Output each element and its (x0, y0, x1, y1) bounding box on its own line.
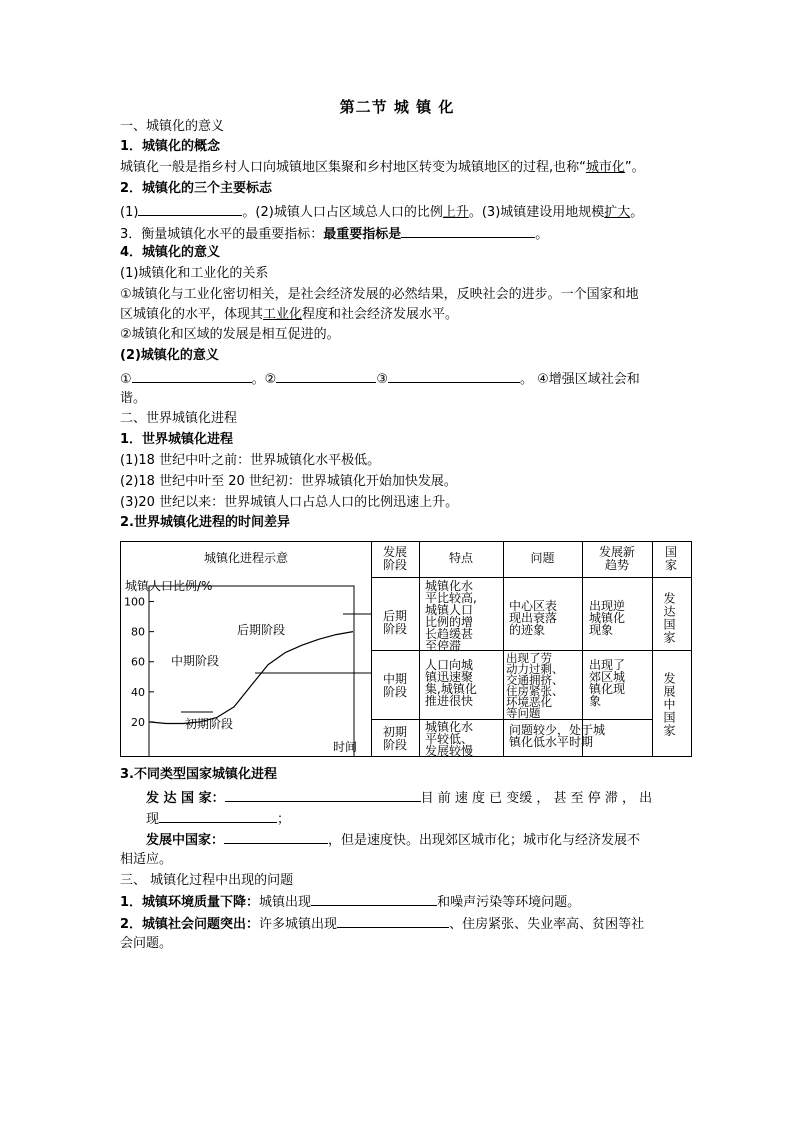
paragraph: 会问题。 (120, 936, 173, 951)
urbanization-curve-chart (121, 542, 371, 756)
fill-in-blank[interactable] (138, 202, 242, 216)
text: 长趋缓甚 (425, 627, 474, 641)
text: 住房紧张、 (506, 684, 564, 698)
text: 城镇出现 (259, 895, 312, 910)
early-feature (425, 721, 473, 757)
text: 人口向城 (425, 658, 474, 672)
middle-feature (425, 659, 477, 707)
subsection-heading: 3.不同类型国家城镇化进程 (120, 767, 277, 782)
text: 。(2)城镇人口占区域总人口的比例 (242, 205, 443, 220)
middle-trend (589, 659, 625, 707)
middle-country: 发展中国家 (662, 671, 676, 737)
fill-in-blank[interactable] (401, 224, 535, 238)
section-heading: 三、 城镇化过程中出现的问题 (120, 873, 294, 888)
text: ③ (376, 372, 388, 387)
subsection-heading: 4．城镇化的意义 (120, 245, 221, 260)
text: 城镇人口 (425, 603, 474, 617)
text: 城镇化水 (425, 720, 474, 734)
urbanization-curve (149, 632, 353, 724)
fill-in-blank[interactable] (276, 369, 376, 383)
fill-in-blank[interactable] (311, 892, 437, 906)
bold-text: 1．城镇环境质量下降： (120, 895, 260, 910)
paragraph (120, 306, 458, 324)
text: 集,城镇化 (425, 682, 477, 696)
text: 阶段 (382, 685, 407, 699)
early-problem (509, 724, 605, 748)
text: 、住房紧张、失业率高、贫困等社 (449, 917, 645, 932)
late-problem (509, 600, 557, 636)
text: ① (120, 372, 132, 387)
paragraph: (2)18 世纪中叶至 20 世纪初：世界城镇化开始加快发展。 (120, 474, 457, 489)
paragraph (120, 202, 643, 222)
text: 城镇化 (589, 611, 626, 625)
paragraph: (1)18 世纪中叶之前：世界城镇化水平极低。 (120, 453, 381, 468)
early-stage-label (371, 726, 419, 752)
y-tick-label: 80 (131, 625, 145, 639)
text: 程度和社会经济发展水平。 (302, 307, 459, 322)
text: 现象 (589, 623, 614, 637)
y-tick-label: 100 (124, 595, 145, 609)
fill-in-blank[interactable] (224, 830, 328, 844)
underlined-text: 城市化 (585, 160, 625, 175)
underlined-text: 上升 (442, 205, 469, 220)
paragraph (146, 830, 640, 850)
text: 平较低、 (425, 732, 474, 746)
text: 推进很快 (425, 694, 474, 708)
subsection-heading: 1．城镇化的概念 (120, 139, 221, 154)
subsection-heading: 2.世界城镇化进程的时间差异 (120, 515, 290, 530)
text: ； (277, 812, 291, 827)
early-stage-chart-label: 初期阶段 (185, 717, 234, 731)
header-diagram: 城镇化进程示意 (203, 551, 288, 565)
text: 等问题 (506, 706, 541, 720)
text: 问题较少，处于城 (509, 723, 606, 737)
paragraph: (1)城镇化和工业化的关系 (120, 266, 269, 281)
text: 发展新 (598, 545, 635, 559)
late-stage-chart-label: 后期阶段 (237, 623, 286, 637)
y-tick-label: 60 (131, 655, 145, 669)
late-stage-label (371, 610, 419, 636)
page-title: 第二节 城 镇 化 (339, 98, 455, 116)
text: 出现了 (589, 658, 626, 672)
late-feature (425, 580, 477, 652)
text: 国 (664, 545, 677, 559)
text: 比例的增 (425, 615, 474, 629)
text: 阶段 (382, 738, 407, 752)
paragraph (120, 224, 548, 244)
text: 初期 (382, 725, 407, 739)
late-country: 发达国家 (662, 592, 676, 644)
text: 。② (251, 372, 277, 387)
text: 3．衡量城镇化水平的最重要指标： (120, 227, 324, 242)
text: 出现了劳 (506, 651, 552, 665)
header-stage (371, 546, 419, 572)
text: ，但是速度快。出现郊区城市化；城市化与经济发展不 (328, 833, 641, 848)
text: 出现逆 (589, 599, 626, 613)
paragraph: 谐。 (120, 391, 147, 406)
urbanization-stage-table (120, 541, 692, 757)
text: 后期 (382, 609, 407, 623)
text: 镇化低水平时期 (509, 735, 594, 749)
middle-problem (506, 653, 564, 719)
paragraph: ①城镇化与工业化密切相关，是社会经济发展的必然结果，反映社会的进步。一个国家和地 (120, 287, 639, 302)
paragraph: ②城镇化和区域的发展是相互促进的。 (120, 327, 340, 342)
text: 阶段 (382, 622, 407, 636)
fill-in-blank[interactable] (159, 809, 277, 823)
chart-plot-frame (149, 586, 354, 756)
text: 许多城镇出现 (259, 917, 338, 932)
text: 发展较慢 (425, 744, 474, 758)
bold-text: 2．城镇社会问题突出： (120, 917, 260, 932)
y-tick-label: 20 (131, 715, 145, 729)
header-problem: 问题 (530, 551, 555, 565)
text: 镇化现 (589, 682, 626, 696)
text: 趋势 (604, 558, 629, 572)
text: 象 (589, 694, 602, 708)
paragraph (120, 369, 640, 389)
text: (1) (120, 205, 139, 220)
text: 镇迅速聚 (425, 670, 474, 684)
header-trend (582, 546, 652, 572)
subsection-heading: 1．世界城镇化进程 (120, 432, 234, 447)
fill-in-blank[interactable] (388, 369, 520, 383)
text: 目 前 速 度 已 变缓 ， 甚 至 停 滞 ， 出 (420, 791, 653, 806)
late-trend (589, 600, 625, 636)
text: 动力过剩、 (506, 662, 564, 676)
header-feature: 特点 (448, 551, 473, 565)
section-heading: 一、城镇化的意义 (120, 119, 225, 134)
text: 现出衰落 (509, 611, 558, 625)
paragraph (120, 914, 644, 934)
text: 家 (664, 558, 677, 572)
paragraph (120, 892, 580, 912)
fill-in-blank[interactable] (225, 788, 421, 802)
subsection-heading: (2)城镇化的意义 (120, 348, 219, 363)
text: 交通拥挤、 (506, 673, 564, 687)
text: 阶段 (382, 558, 407, 572)
text: 和噪声污染等环境问题。 (437, 895, 581, 910)
paragraph (146, 809, 290, 829)
chart-ylabel: 城镇人口比例/% (125, 579, 213, 593)
text: 中期 (382, 672, 407, 686)
text: 。 (535, 227, 549, 242)
section-heading: 二、世界城镇化进程 (120, 411, 238, 426)
text: 平比较高, (425, 591, 477, 605)
chart-xlabel: 时间 (333, 740, 358, 754)
fill-in-blank[interactable] (132, 369, 252, 383)
middle-stage-label (371, 673, 419, 699)
paragraph (120, 159, 645, 177)
text: 郊区城 (589, 670, 626, 684)
middle-stage-chart-label: 中期阶段 (171, 654, 220, 668)
text: 。(3)城镇建设用地规模 (468, 205, 605, 220)
text: 城镇化水 (425, 579, 474, 593)
underlined-text: 扩大 (604, 205, 631, 220)
text: 区城镇化的水平，体现其 (120, 307, 264, 322)
text: 城镇化一般是指乡村人口向城镇地区集聚和乡村地区转变为城镇地区的过程,也称“ (120, 160, 586, 175)
paragraph: (3)20 世纪以来：世界城镇人口占总人口的比例迅速上升。 (120, 495, 459, 510)
text: 。 (630, 205, 644, 220)
text: 环境恶化 (506, 695, 552, 709)
text: 的迹象 (509, 623, 546, 637)
bold-text: 发展中国家： (146, 833, 225, 848)
text: 至停滞 (425, 639, 462, 653)
paragraph: 相适应。 (120, 852, 173, 867)
underlined-text: 工业化 (263, 307, 303, 322)
text: 发展 (382, 545, 407, 559)
bold-text: 最重要指标是 (323, 227, 402, 242)
text: 现 (146, 812, 160, 827)
text: 中心区表 (509, 599, 558, 613)
paragraph (146, 788, 652, 808)
fill-in-blank[interactable] (337, 914, 449, 928)
header-country (652, 546, 690, 572)
text: 。 ④增强区域社会和 (519, 372, 640, 387)
text: ”。 (624, 160, 645, 175)
subsection-heading: 2．城镇化的三个主要标志 (120, 181, 273, 196)
y-tick-label: 40 (131, 685, 145, 699)
bold-text: 发 达 国 家： (146, 791, 225, 806)
